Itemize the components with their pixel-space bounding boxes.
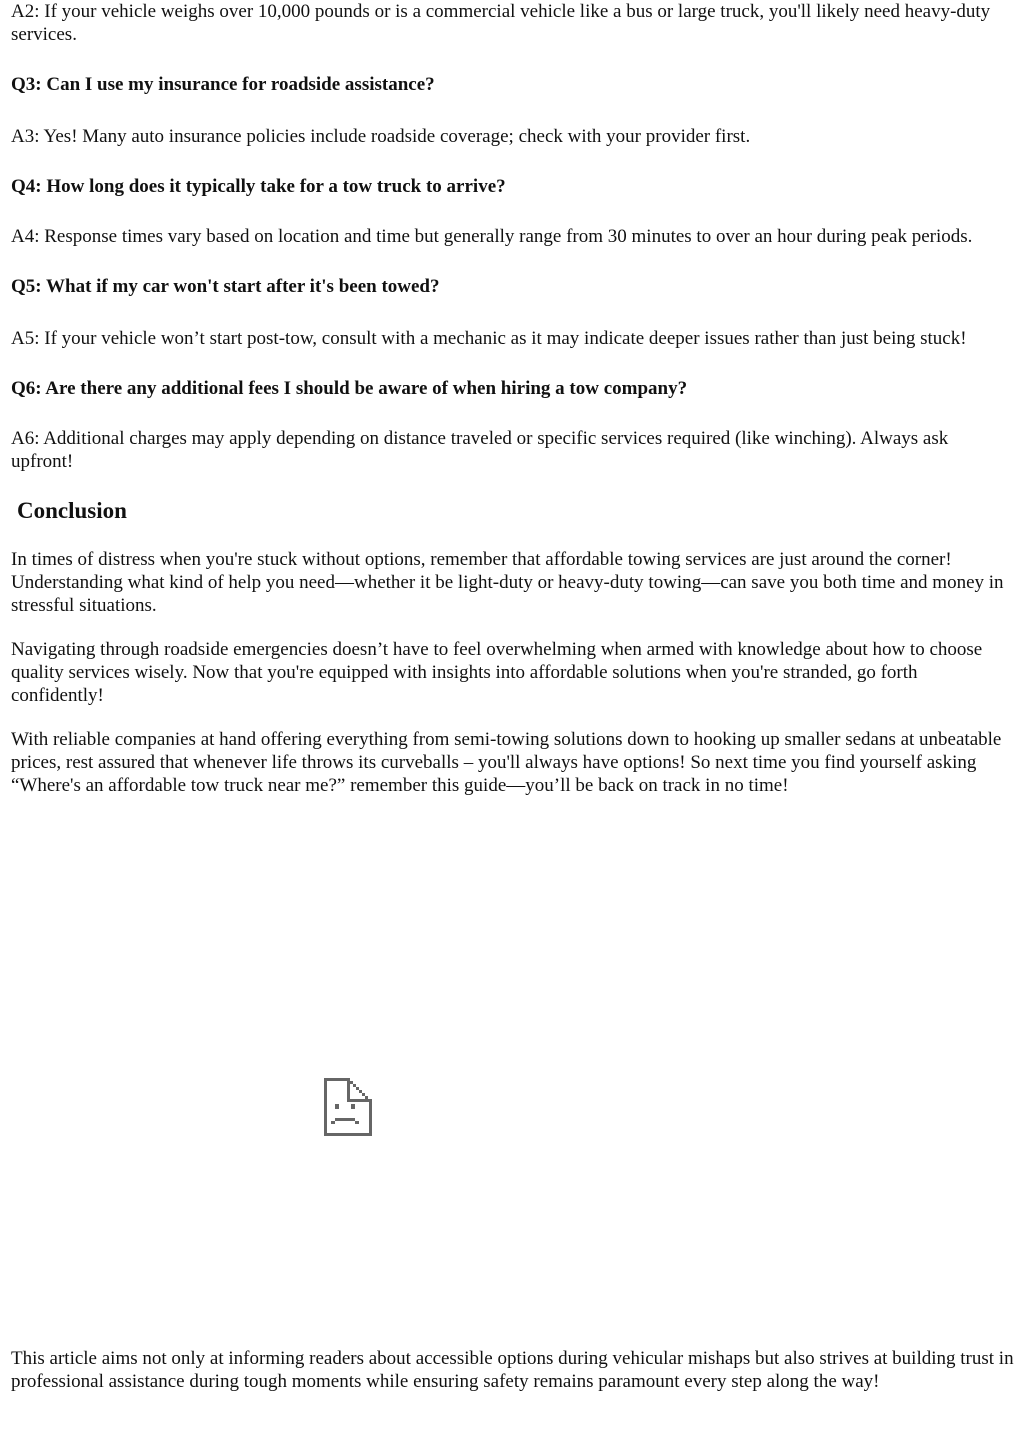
faq-answer-6: A6: Additional charges may apply depending on distance traveled or specific services required (like winching). Always ask upfront! (11, 428, 949, 472)
faq-question-3: Q3: Can I use my insurance for roadside assistance? (11, 74, 435, 95)
broken-document-icon (324, 1078, 372, 1136)
conclusion-paragraph-2: Navigating through roadside emergencies doesn’t have to feel overwhelming when armed with knowledge about how to choose quality services wisely. Now that you're equipped with insights into affordable solutions when you're stranded, go forth confidently! (11, 639, 983, 706)
conclusion-heading: Conclusion (17, 498, 127, 523)
faq-answer-3: A3: Yes! Many auto insurance policies include roadside coverage; check with your provider first. (11, 126, 751, 147)
article-body (11, 0, 1015, 1393)
faq-answer-5: A5: If your vehicle won’t start post-tow, consult with a mechanic as it may indicate deeper issues rather than just being stuck! (11, 328, 967, 349)
faq-question-4: Q4: How long does it typically take for a tow truck to arrive? (11, 176, 506, 197)
embedded-frame (11, 894, 687, 1254)
faq-question-5: Q5: What if my car won't start after it's been towed? (11, 276, 440, 297)
conclusion-paragraph-3: With reliable companies at hand offering everything from semi-towing solutions down to hooking up smaller sedans at unbeatable prices, rest assured that whenever life throws its curveballs – you'll always have options! So next time you find yourself asking “Where's an affordable tow truck near me?” remember this guide—you’ll be back on track in no time! (11, 729, 1002, 796)
faq-answer-4: A4: Response times vary based on location and time but generally range from 30 minutes to over an hour during peak periods. (11, 226, 973, 247)
faq-answer-2: A2: If your vehicle weighs over 10,000 pounds or is a commercial vehicle like a bus or large truck, you'll likely need heavy-duty services. (11, 1, 991, 45)
conclusion-paragraph-1: In times of distress when you're stuck without options, remember that affordable towing services are just around the corner! Understanding what kind of help you need—whether it be light-duty or heavy-duty towing—can save you both time and money in stressful situations. (11, 549, 1004, 616)
closing-note: This article aims not only at informing readers about accessible options during vehicular mishaps but also strives at building trust in professional assistance during tough moments while ensuring safety remains paramount every step along the way! (11, 1348, 1014, 1392)
faq-question-6: Q6: Are there any additional fees I should be aware of when hiring a tow company? (11, 378, 688, 399)
